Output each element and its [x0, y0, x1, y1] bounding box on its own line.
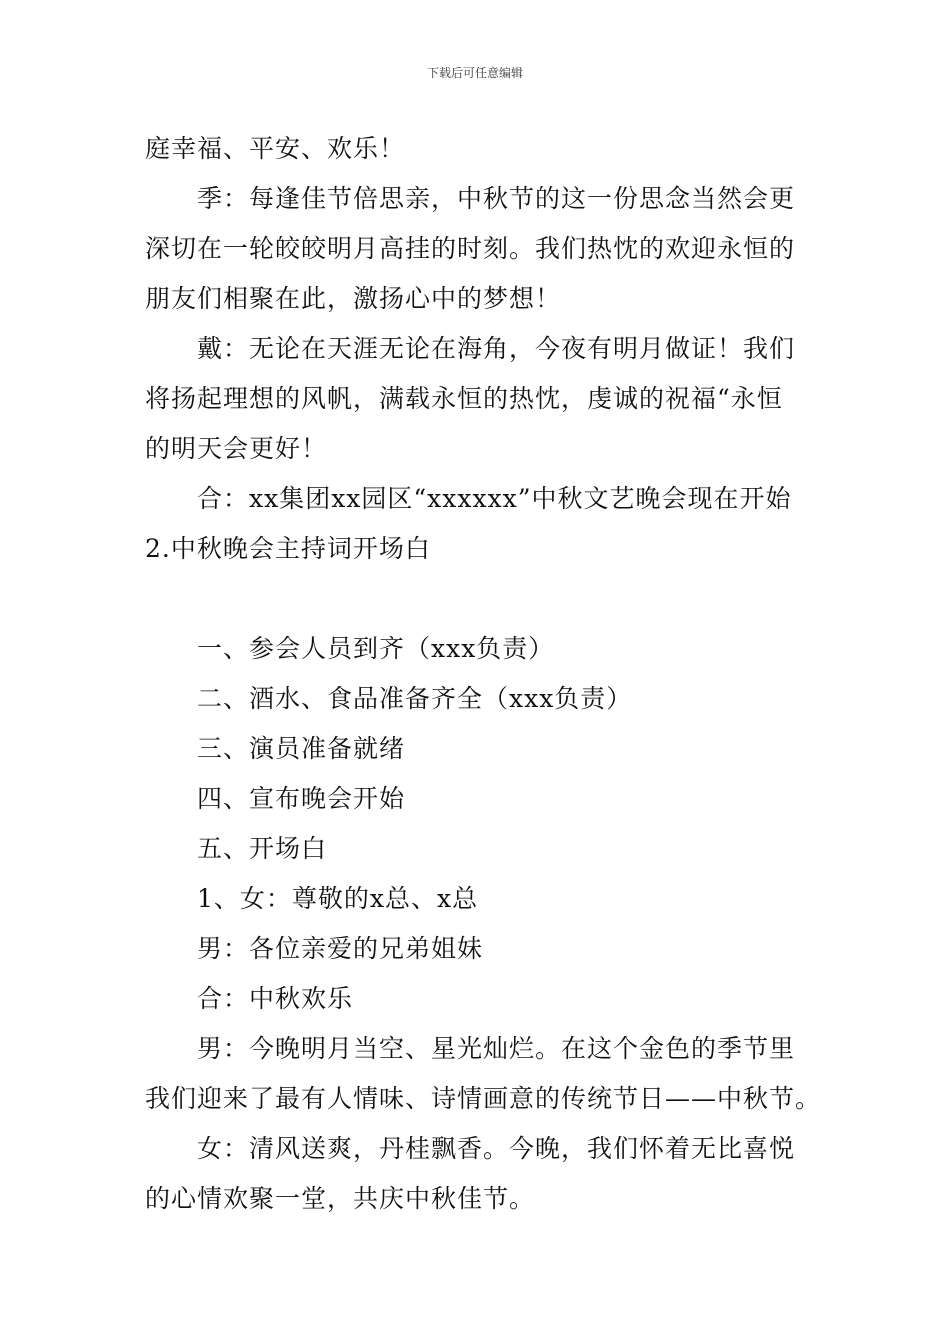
list-item-5: 五、开场白: [197, 834, 328, 863]
list-item-2: 二、酒水、食品准备齐全（xxx负责）: [197, 684, 633, 713]
text-line-3: 深切在一轮皎皎明月高挂的时刻。我们热忱的欢迎永恒的: [145, 234, 796, 263]
document-body: [145, 124, 822, 1224]
text-line-1: 庭幸福、平安、欢乐！: [145, 134, 406, 163]
page-header: 下载后可任意编辑: [426, 66, 523, 80]
dialogue-line-4: 男：今晚明月当空、星光灿烂。在这个金色的季节里: [197, 1034, 796, 1063]
text-line-4: 朋友们相聚在此，激扬心中的梦想！: [145, 284, 562, 313]
dialogue-line-5: 我们迎来了最有人情味、诗情画意的传统节日——中秋节。: [145, 1084, 822, 1113]
dialogue-line-7: 的心情欢聚一堂，共庆中秋佳节。: [145, 1184, 536, 1213]
text-line-6: 将扬起理想的风帆，满载永恒的热忱，虔诚的祝福“永恒: [145, 384, 783, 413]
text-line-2: 季：每逢佳节倍思亲，中秋节的这一份思念当然会更: [197, 184, 796, 213]
list-item-1: 一、参会人员到齐（xxx负责）: [197, 634, 555, 663]
dialogue-line-3: 合：中秋欢乐: [197, 984, 354, 1013]
blank-line: [145, 574, 815, 624]
dialogue-line-6: 女：清风送爽，丹桂飘香。今晚，我们怀着无比喜悦: [197, 1134, 796, 1163]
dialogue-line-1: 1、女：尊敬的x总、x总: [197, 884, 479, 913]
dialogue-line-2: 男：各位亲爱的兄弟姐妹: [197, 934, 484, 963]
section-heading: 2.中秋晚会主持词开场白: [145, 534, 431, 563]
list-item-3: 三、演员准备就绪: [197, 734, 406, 763]
text-line-7: 的明天会更好！: [145, 434, 328, 463]
text-line-8: 合：xx集团xx园区“xxxxxx”中秋文艺晚会现在开始: [197, 484, 792, 513]
list-item-4: 四、宣布晚会开始: [197, 784, 406, 813]
text-line-5: 戴：无论在天涯无论在海角，今夜有明月做证！我们: [197, 334, 796, 363]
